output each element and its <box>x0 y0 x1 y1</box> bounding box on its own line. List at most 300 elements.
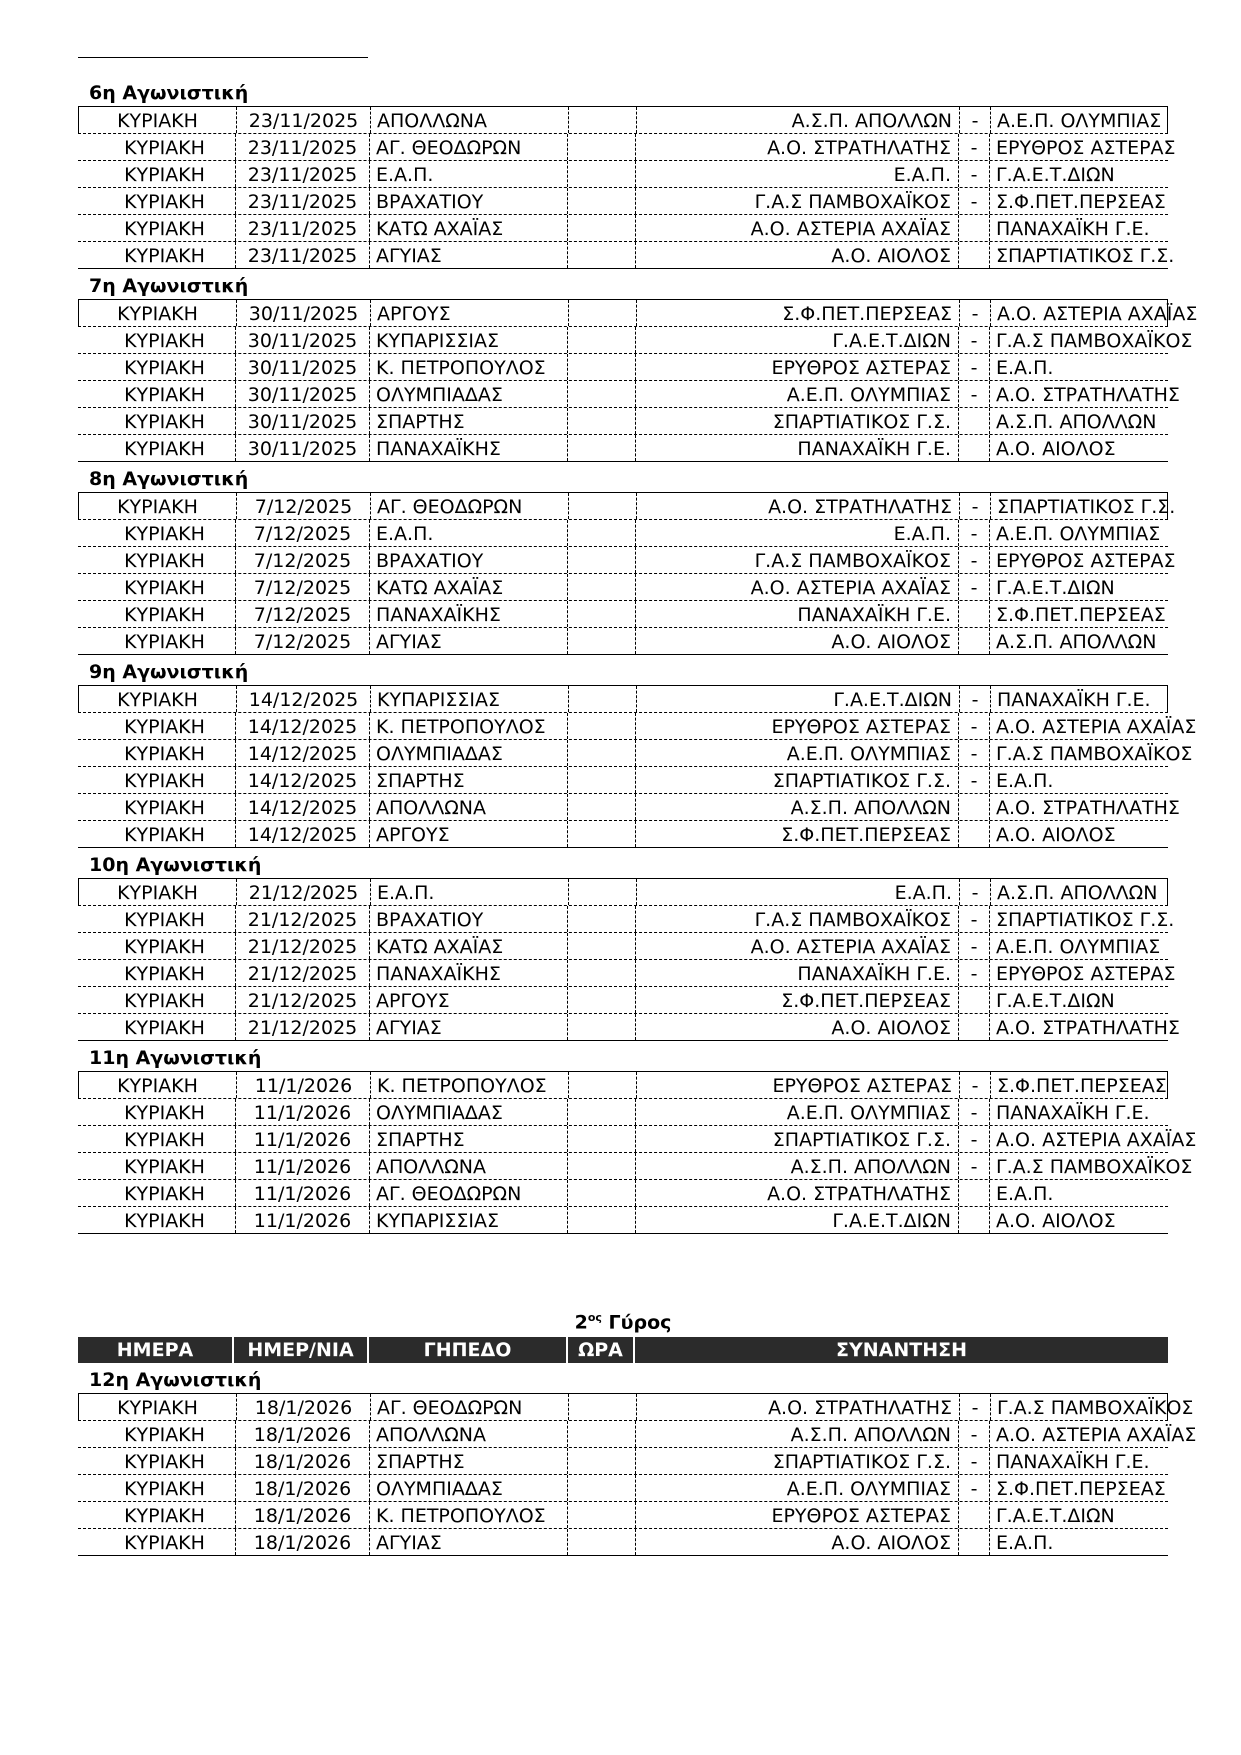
match-ground: ΒΡΑΧΑΤΙΟΥ <box>369 906 568 932</box>
match-day: ΚΥΡΙΑΚΗ <box>78 435 236 461</box>
away-team: Ε.Α.Π. <box>996 357 1054 379</box>
home-team: Γ.Α.Ε.Τ.ΔΙΩΝ <box>636 686 960 712</box>
round-block <box>78 851 1180 1041</box>
match-day: ΚΥΡΙΑΚΗ <box>78 628 236 654</box>
match-ground: ΚΑΤΩ ΑΧΑΪΑΣ <box>369 574 568 600</box>
match-ground: ΟΛΥΜΠΙΑΔΑΣ <box>369 1475 568 1501</box>
match-row <box>78 1448 1168 1475</box>
match-row <box>78 1502 1168 1529</box>
match-day: ΚΥΡΙΑΚΗ <box>78 601 236 627</box>
match-date: 14/12/2025 <box>236 821 370 847</box>
match-ground: ΑΓΥΙΑΣ <box>369 628 568 654</box>
away-team: Α.Ο. ΑΣΤΕΡΙΑ ΑΧΑΪΑΣ <box>997 303 1198 325</box>
match-day: ΚΥΡΙΑΚΗ <box>78 327 236 353</box>
away-team: Γ.Α.Σ ΠΑΜΒΟΧΑΪΚΟΣ <box>997 1397 1194 1419</box>
home-team: ΣΠΑΡΤΙΑΤΙΚΟΣ Γ.Σ. <box>635 1448 959 1474</box>
away-team: Γ.Α.Ε.Τ.ΔΙΩΝ <box>996 990 1115 1012</box>
score-separator <box>959 601 990 627</box>
away-team: Α.Ε.Π. ΟΛΥΜΠΙΑΣ <box>996 523 1161 545</box>
match-day: ΚΥΡΙΑΚΗ <box>78 713 236 739</box>
second-round-title-number: 2 <box>574 1311 588 1334</box>
match-date: 21/12/2025 <box>237 879 371 905</box>
match-row <box>78 686 1168 713</box>
match-date: 18/1/2026 <box>236 1421 370 1447</box>
match-ground: ΠΑΝΑΧΑΪΚΗΣ <box>369 601 568 627</box>
top-rule <box>78 57 368 58</box>
match-ground: ΑΠΟΛΛΩΝΑ <box>369 794 568 820</box>
score-separator <box>959 242 990 268</box>
match-list <box>78 492 1176 655</box>
score-separator <box>959 1529 990 1555</box>
match-time <box>568 520 636 546</box>
match-time <box>568 794 636 820</box>
match-ground: ΑΠΟΛΛΩΝΑ <box>369 1421 568 1447</box>
home-team: Α.Σ.Π. ΑΠΟΛΛΩΝ <box>635 794 959 820</box>
match-ground: ΑΠΟΛΛΩΝΑ <box>370 107 569 133</box>
match-time <box>568 933 636 959</box>
match-ground: ΑΡΓΟΥΣ <box>369 987 568 1013</box>
match-row <box>78 107 1168 134</box>
match-row <box>78 794 1180 821</box>
away-team: ΠΑΝΑΧΑΪΚΗ Γ.Ε. <box>996 1102 1150 1124</box>
match-ground: ΑΓΥΙΑΣ <box>369 242 568 268</box>
round-title: 11η Αγωνιστική <box>89 1047 262 1069</box>
match-ground: ΑΓ. ΘΕΟΔΩΡΩΝ <box>369 1180 568 1206</box>
away-team: Α.Ο. ΑΣΤΕΡΙΑ ΑΧΑΪΑΣ <box>996 1424 1197 1446</box>
match-row <box>78 547 1176 574</box>
score-separator: - <box>959 327 990 353</box>
match-row <box>78 134 1176 161</box>
match-time <box>568 1475 636 1501</box>
match-time <box>568 188 636 214</box>
match-day: ΚΥΡΙΑΚΗ <box>78 1099 236 1125</box>
away-team: Γ.Α.Σ ΠΑΜΒΟΧΑΪΚΟΣ <box>996 743 1193 765</box>
match-day: ΚΥΡΙΑΚΗ <box>78 547 236 573</box>
match-time <box>568 821 636 847</box>
score-separator <box>959 435 990 461</box>
home-team: Ε.Α.Π. <box>636 879 960 905</box>
second-round-title <box>78 1311 1168 1333</box>
match-date: 30/11/2025 <box>236 354 370 380</box>
match-date: 18/1/2026 <box>236 1475 370 1501</box>
match-time <box>568 215 636 241</box>
match-time <box>569 493 637 519</box>
header-ground: ΓΗΠΕΔΟ <box>369 1337 568 1363</box>
match-day: ΚΥΡΙΑΚΗ <box>78 933 236 959</box>
round-block <box>78 1044 1197 1234</box>
away-team: Α.Ο. ΣΤΡΑΤΗΛΑΤΗΣ <box>996 1017 1180 1039</box>
match-row <box>78 435 1168 462</box>
match-time <box>569 300 637 326</box>
match-date: 18/1/2026 <box>236 1448 370 1474</box>
home-team: Α.Σ.Π. ΑΠΟΛΛΩΝ <box>635 1153 959 1179</box>
round-title: 6η Αγωνιστική <box>89 82 249 104</box>
home-team: Γ.Α.Σ ΠΑΜΒΟΧΑΪΚΟΣ <box>635 906 959 932</box>
score-separator: - <box>960 107 991 133</box>
away-team: Α.Σ.Π. ΑΠΟΛΛΩΝ <box>996 631 1157 653</box>
score-separator: - <box>959 933 990 959</box>
match-time <box>568 1153 636 1179</box>
match-row <box>78 1529 1168 1556</box>
away-team: Α.Ο. ΑΙΟΛΟΣ <box>996 824 1116 846</box>
home-team: ΣΠΑΡΤΙΑΤΙΚΟΣ Γ.Σ. <box>635 408 959 434</box>
score-separator <box>959 1502 990 1528</box>
match-time <box>568 1448 636 1474</box>
match-ground: Κ. ΠΕΤΡΟΠΟΥΛΟΣ <box>370 1072 569 1098</box>
match-ground: Ε.Α.Π. <box>370 879 569 905</box>
match-row <box>78 1014 1180 1041</box>
round-title: 12η Αγωνιστική <box>89 1369 262 1391</box>
match-time <box>568 1529 636 1555</box>
score-separator: - <box>959 740 990 766</box>
header-time: ΩΡΑ <box>568 1337 635 1363</box>
match-list <box>78 106 1176 269</box>
match-day: ΚΥΡΙΑΚΗ <box>78 1126 236 1152</box>
match-time <box>568 408 636 434</box>
match-row <box>78 242 1175 269</box>
away-team: Α.Ο. ΑΙΟΛΟΣ <box>996 1210 1116 1232</box>
away-team: Σ.Φ.ΠΕΤ.ΠΕΡΣΕΑΣ <box>996 191 1166 213</box>
match-day: ΚΥΡΙΑΚΗ <box>79 1072 237 1098</box>
match-time <box>568 1126 636 1152</box>
match-ground: ΚΥΠΑΡΙΣΣΙΑΣ <box>369 327 568 353</box>
score-separator: - <box>960 879 991 905</box>
home-team: Α.Ο. ΑΙΟΛΟΣ <box>635 1014 959 1040</box>
match-day: ΚΥΡΙΑΚΗ <box>78 1014 236 1040</box>
match-date: 21/12/2025 <box>236 960 370 986</box>
score-separator: - <box>959 574 990 600</box>
match-time <box>568 906 636 932</box>
score-separator: - <box>959 161 990 187</box>
match-ground: ΣΠΑΡΤΗΣ <box>369 408 568 434</box>
match-time <box>568 1099 636 1125</box>
match-time <box>568 161 636 187</box>
home-team: Γ.Α.Ε.Τ.ΔΙΩΝ <box>635 327 959 353</box>
home-team: Σ.Φ.ΠΕΤ.ΠΕΡΣΕΑΣ <box>635 821 959 847</box>
match-ground: ΑΓΥΙΑΣ <box>369 1014 568 1040</box>
match-ground: ΚΥΠΑΡΙΣΣΙΑΣ <box>369 1207 568 1233</box>
match-day: ΚΥΡΙΑΚΗ <box>78 134 236 160</box>
score-separator <box>959 628 990 654</box>
score-separator: - <box>959 1126 990 1152</box>
match-day: ΚΥΡΙΑΚΗ <box>78 408 236 434</box>
match-day: ΚΥΡΙΑΚΗ <box>78 381 236 407</box>
match-list <box>78 685 1197 848</box>
away-team: ΣΠΑΡΤΙΑΤΙΚΟΣ Γ.Σ. <box>996 909 1175 931</box>
match-date: 30/11/2025 <box>236 408 370 434</box>
away-team: Α.Ο. ΑΣΤΕΡΙΑ ΑΧΑΪΑΣ <box>996 716 1197 738</box>
round-title: 9η Αγωνιστική <box>89 661 249 683</box>
match-date: 14/12/2025 <box>236 794 370 820</box>
match-date: 30/11/2025 <box>236 381 370 407</box>
match-day: ΚΥΡΙΑΚΗ <box>78 906 236 932</box>
match-date: 23/11/2025 <box>236 134 370 160</box>
match-ground: ΑΡΓΟΥΣ <box>370 300 569 326</box>
away-team: Σ.Φ.ΠΕΤ.ΠΕΡΣΕΑΣ <box>996 604 1166 626</box>
home-team: Α.Ε.Π. ΟΛΥΜΠΙΑΣ <box>635 1475 959 1501</box>
home-team: ΕΡΥΘΡΟΣ ΑΣΤΕΡΑΣ <box>635 1502 959 1528</box>
away-team: ΠΑΝΑΧΑΪΚΗ Γ.Ε. <box>996 218 1150 240</box>
home-team: Α.Ο. ΑΙΟΛΟΣ <box>635 628 959 654</box>
score-separator <box>959 794 990 820</box>
match-row <box>78 188 1168 215</box>
match-time <box>569 1072 637 1098</box>
home-team: Α.Ο. ΑΙΟΛΟΣ <box>635 1529 959 1555</box>
match-time <box>568 1180 636 1206</box>
match-date: 23/11/2025 <box>237 107 371 133</box>
match-ground: ΚΑΤΩ ΑΧΑΪΑΣ <box>369 933 568 959</box>
match-day: ΚΥΡΙΑΚΗ <box>78 1153 236 1179</box>
match-day: ΚΥΡΙΑΚΗ <box>78 242 236 268</box>
home-team: Ε.Α.Π. <box>635 161 959 187</box>
match-date: 7/12/2025 <box>236 601 370 627</box>
away-team: Α.Ε.Π. ΟΛΥΜΠΙΑΣ <box>997 110 1162 132</box>
home-team: Γ.Α.Σ ΠΑΜΒΟΧΑΪΚΟΣ <box>635 547 959 573</box>
score-separator <box>959 408 990 434</box>
score-separator: - <box>959 960 990 986</box>
score-separator: - <box>959 713 990 739</box>
match-ground: ΟΛΥΜΠΙΑΔΑΣ <box>369 740 568 766</box>
match-date: 7/12/2025 <box>236 628 370 654</box>
match-row <box>78 1099 1168 1126</box>
home-team: Γ.Α.Ε.Τ.ΔΙΩΝ <box>635 1207 959 1233</box>
match-day: ΚΥΡΙΑΚΗ <box>79 300 237 326</box>
match-row <box>78 713 1197 740</box>
home-team: Α.Σ.Π. ΑΠΟΛΛΩΝ <box>635 1421 959 1447</box>
round-block <box>78 1366 1197 1556</box>
match-date: 7/12/2025 <box>236 574 370 600</box>
away-team: ΠΑΝΑΧΑΪΚΗ Γ.Ε. <box>996 1451 1150 1473</box>
match-date: 11/1/2026 <box>236 1180 370 1206</box>
match-ground: ΟΛΥΜΠΙΑΔΑΣ <box>369 1099 568 1125</box>
match-ground: Κ. ΠΕΤΡΟΠΟΥΛΟΣ <box>369 354 568 380</box>
score-separator: - <box>960 300 991 326</box>
round-block <box>78 658 1197 848</box>
match-row <box>78 215 1168 242</box>
match-date: 23/11/2025 <box>236 215 370 241</box>
match-ground: ΣΠΑΡΤΗΣ <box>369 767 568 793</box>
away-team: Γ.Α.Ε.Τ.ΔΙΩΝ <box>996 577 1115 599</box>
match-date: 18/1/2026 <box>236 1502 370 1528</box>
home-team: Α.Ε.Π. ΟΛΥΜΠΙΑΣ <box>635 740 959 766</box>
match-ground: ΣΠΑΡΤΗΣ <box>369 1448 568 1474</box>
round-title: 8η Αγωνιστική <box>89 468 249 490</box>
header-date: ΗΜΕΡ/ΝΙΑ <box>234 1337 369 1363</box>
home-team: Α.Ο. ΣΤΡΑΤΗΛΑΤΗΣ <box>635 134 959 160</box>
match-date: 7/12/2025 <box>236 547 370 573</box>
match-date: 30/11/2025 <box>236 327 370 353</box>
match-date: 7/12/2025 <box>237 493 371 519</box>
match-time <box>568 354 636 380</box>
match-day: ΚΥΡΙΑΚΗ <box>78 188 236 214</box>
home-team: Α.Ο. ΣΤΡΑΤΗΛΑΤΗΣ <box>635 1180 959 1206</box>
match-time <box>569 107 637 133</box>
away-team: Γ.Α.Ε.Τ.ΔΙΩΝ <box>996 164 1115 186</box>
away-team: Γ.Α.Ε.Τ.ΔΙΩΝ <box>996 1505 1115 1527</box>
match-ground: ΒΡΑΧΑΤΙΟΥ <box>369 547 568 573</box>
score-separator: - <box>959 767 990 793</box>
match-day: ΚΥΡΙΑΚΗ <box>78 1475 236 1501</box>
match-day: ΚΥΡΙΑΚΗ <box>78 354 236 380</box>
match-day: ΚΥΡΙΑΚΗ <box>78 1180 236 1206</box>
match-date: 18/1/2026 <box>237 1394 371 1420</box>
home-team: Α.Ο. ΑΣΤΕΡΙΑ ΑΧΑΪΑΣ <box>635 933 959 959</box>
score-separator <box>959 821 990 847</box>
match-time <box>568 1014 636 1040</box>
match-date: 18/1/2026 <box>236 1529 370 1555</box>
header-match: ΣΥΝΑΝΤΗΣΗ <box>836 1339 967 1361</box>
away-team: Σ.Φ.ΠΕΤ.ΠΕΡΣΕΑΣ <box>996 1478 1166 1500</box>
away-team: Α.Σ.Π. ΑΠΟΛΛΩΝ <box>997 882 1158 904</box>
match-date: 11/1/2026 <box>236 1207 370 1233</box>
away-team: Α.Ο. ΣΤΡΑΤΗΛΑΤΗΣ <box>996 797 1180 819</box>
match-date: 14/12/2025 <box>236 740 370 766</box>
match-day: ΚΥΡΙΑΚΗ <box>79 493 237 519</box>
score-separator <box>959 987 990 1013</box>
score-separator: - <box>959 1099 990 1125</box>
away-team: ΣΠΑΡΤΙΑΤΙΚΟΣ Γ.Σ. <box>997 496 1176 518</box>
match-ground: Κ. ΠΕΤΡΟΠΟΥΛΟΣ <box>369 713 568 739</box>
away-team: Ε.Α.Π. <box>996 1532 1054 1554</box>
match-time <box>568 242 636 268</box>
match-date: 11/1/2026 <box>236 1099 370 1125</box>
away-team: Σ.Φ.ΠΕΤ.ΠΕΡΣΕΑΣ <box>997 1075 1167 1097</box>
match-date: 14/12/2025 <box>236 713 370 739</box>
score-separator: - <box>959 547 990 573</box>
match-list <box>78 878 1180 1041</box>
home-team: Α.Ε.Π. ΟΛΥΜΠΙΑΣ <box>635 1099 959 1125</box>
match-time <box>569 879 637 905</box>
match-day: ΚΥΡΙΑΚΗ <box>78 987 236 1013</box>
round-title: 7η Αγωνιστική <box>89 275 249 297</box>
match-time <box>568 628 636 654</box>
match-time <box>569 1394 637 1420</box>
match-row <box>78 300 1198 327</box>
away-team: ΣΠΑΡΤΙΑΤΙΚΟΣ Γ.Σ. <box>996 245 1175 267</box>
score-separator <box>959 215 990 241</box>
match-time <box>568 987 636 1013</box>
match-row <box>78 1475 1168 1502</box>
home-team: Γ.Α.Σ ΠΑΜΒΟΧΑΪΚΟΣ <box>635 188 959 214</box>
match-day: ΚΥΡΙΑΚΗ <box>79 879 237 905</box>
match-ground: ΑΠΟΛΛΩΝΑ <box>369 1153 568 1179</box>
match-date: 23/11/2025 <box>236 242 370 268</box>
score-separator: - <box>960 1072 991 1098</box>
match-row <box>78 1072 1168 1099</box>
match-day: ΚΥΡΙΑΚΗ <box>78 1207 236 1233</box>
match-day: ΚΥΡΙΑΚΗ <box>78 960 236 986</box>
home-team: Σ.Φ.ΠΕΤ.ΠΕΡΣΕΑΣ <box>635 987 959 1013</box>
home-team: ΣΠΑΡΤΙΑΤΙΚΟΣ Γ.Σ. <box>635 767 959 793</box>
match-ground: ΑΓΥΙΑΣ <box>369 1529 568 1555</box>
away-team: Α.Ο. ΑΙΟΛΟΣ <box>996 438 1116 460</box>
match-date: 11/1/2026 <box>236 1153 370 1179</box>
match-date: 14/12/2025 <box>236 767 370 793</box>
match-ground: ΣΠΑΡΤΗΣ <box>369 1126 568 1152</box>
home-team: Α.Ο. ΑΣΤΕΡΙΑ ΑΧΑΪΑΣ <box>635 215 959 241</box>
match-day: ΚΥΡΙΑΚΗ <box>78 740 236 766</box>
home-team: Α.Σ.Π. ΑΠΟΛΛΩΝ <box>636 107 960 133</box>
match-time <box>569 686 637 712</box>
match-day: ΚΥΡΙΑΚΗ <box>78 1448 236 1474</box>
score-separator: - <box>960 686 991 712</box>
home-team: Α.Ο. ΑΣΤΕΡΙΑ ΑΧΑΪΑΣ <box>635 574 959 600</box>
match-ground: ΠΑΝΑΧΑΪΚΗΣ <box>369 435 568 461</box>
match-day: ΚΥΡΙΑΚΗ <box>79 686 237 712</box>
match-time <box>568 547 636 573</box>
match-row <box>78 960 1176 987</box>
score-separator: - <box>959 381 990 407</box>
match-day: ΚΥΡΙΑΚΗ <box>78 1502 236 1528</box>
score-separator <box>959 1180 990 1206</box>
home-team: Σ.Φ.ΠΕΤ.ΠΕΡΣΕΑΣ <box>636 300 960 326</box>
match-day: ΚΥΡΙΑΚΗ <box>78 1421 236 1447</box>
match-date: 21/12/2025 <box>236 906 370 932</box>
away-team: Γ.Α.Σ ΠΑΜΒΟΧΑΪΚΟΣ <box>996 1156 1193 1178</box>
match-time <box>568 1207 636 1233</box>
score-separator: - <box>959 1153 990 1179</box>
match-row <box>78 601 1168 628</box>
match-row <box>78 879 1168 906</box>
match-row <box>78 493 1176 520</box>
match-date: 23/11/2025 <box>236 188 370 214</box>
round-block <box>78 465 1176 655</box>
home-team: Α.Ε.Π. ΟΛΥΜΠΙΑΣ <box>635 381 959 407</box>
match-row <box>78 161 1168 188</box>
away-team: ΕΡΥΘΡΟΣ ΑΣΤΕΡΑΣ <box>996 137 1176 159</box>
match-day: ΚΥΡΙΑΚΗ <box>79 1394 237 1420</box>
away-team: Α.Σ.Π. ΑΠΟΛΛΩΝ <box>996 411 1157 433</box>
match-row <box>78 1394 1194 1421</box>
header-day: ΗΜΕΡΑ <box>78 1337 234 1363</box>
match-time <box>568 767 636 793</box>
score-separator: - <box>959 1421 990 1447</box>
home-team: ΠΑΝΑΧΑΪΚΗ Γ.Ε. <box>635 601 959 627</box>
match-ground: ΑΓ. ΘΕΟΔΩΡΩΝ <box>369 134 568 160</box>
match-ground: ΟΛΥΜΠΙΑΔΑΣ <box>369 381 568 407</box>
match-day: ΚΥΡΙΑΚΗ <box>78 794 236 820</box>
match-time <box>568 1421 636 1447</box>
match-time <box>568 1502 636 1528</box>
away-team: Ε.Α.Π. <box>996 770 1054 792</box>
match-row <box>78 933 1168 960</box>
round-block <box>78 272 1198 462</box>
match-row <box>78 740 1193 767</box>
match-ground: ΑΓ. ΘΕΟΔΩΡΩΝ <box>370 1394 569 1420</box>
match-date: 21/12/2025 <box>236 933 370 959</box>
match-row <box>78 574 1168 601</box>
match-list <box>78 1071 1197 1234</box>
home-team: ΣΠΑΡΤΙΑΤΙΚΟΣ Γ.Σ. <box>635 1126 959 1152</box>
match-list <box>78 1393 1197 1556</box>
second-round-title-suffix: ος <box>587 1311 602 1324</box>
score-separator: - <box>959 188 990 214</box>
match-time <box>568 381 636 407</box>
match-ground: ΚΑΤΩ ΑΧΑΪΑΣ <box>369 215 568 241</box>
match-time <box>568 574 636 600</box>
schedule-header-row <box>78 1337 1168 1363</box>
match-day: ΚΥΡΙΑΚΗ <box>78 821 236 847</box>
home-team: ΕΡΥΘΡΟΣ ΑΣΤΕΡΑΣ <box>636 1072 960 1098</box>
match-day: ΚΥΡΙΑΚΗ <box>79 107 237 133</box>
match-ground: ΒΡΑΧΑΤΙΟΥ <box>369 188 568 214</box>
home-team: ΕΡΥΘΡΟΣ ΑΣΤΕΡΑΣ <box>635 354 959 380</box>
match-day: ΚΥΡΙΑΚΗ <box>78 161 236 187</box>
match-row <box>78 821 1168 848</box>
match-day: ΚΥΡΙΑΚΗ <box>78 215 236 241</box>
score-separator: - <box>959 520 990 546</box>
home-team: ΠΑΝΑΧΑΪΚΗ Γ.Ε. <box>635 435 959 461</box>
